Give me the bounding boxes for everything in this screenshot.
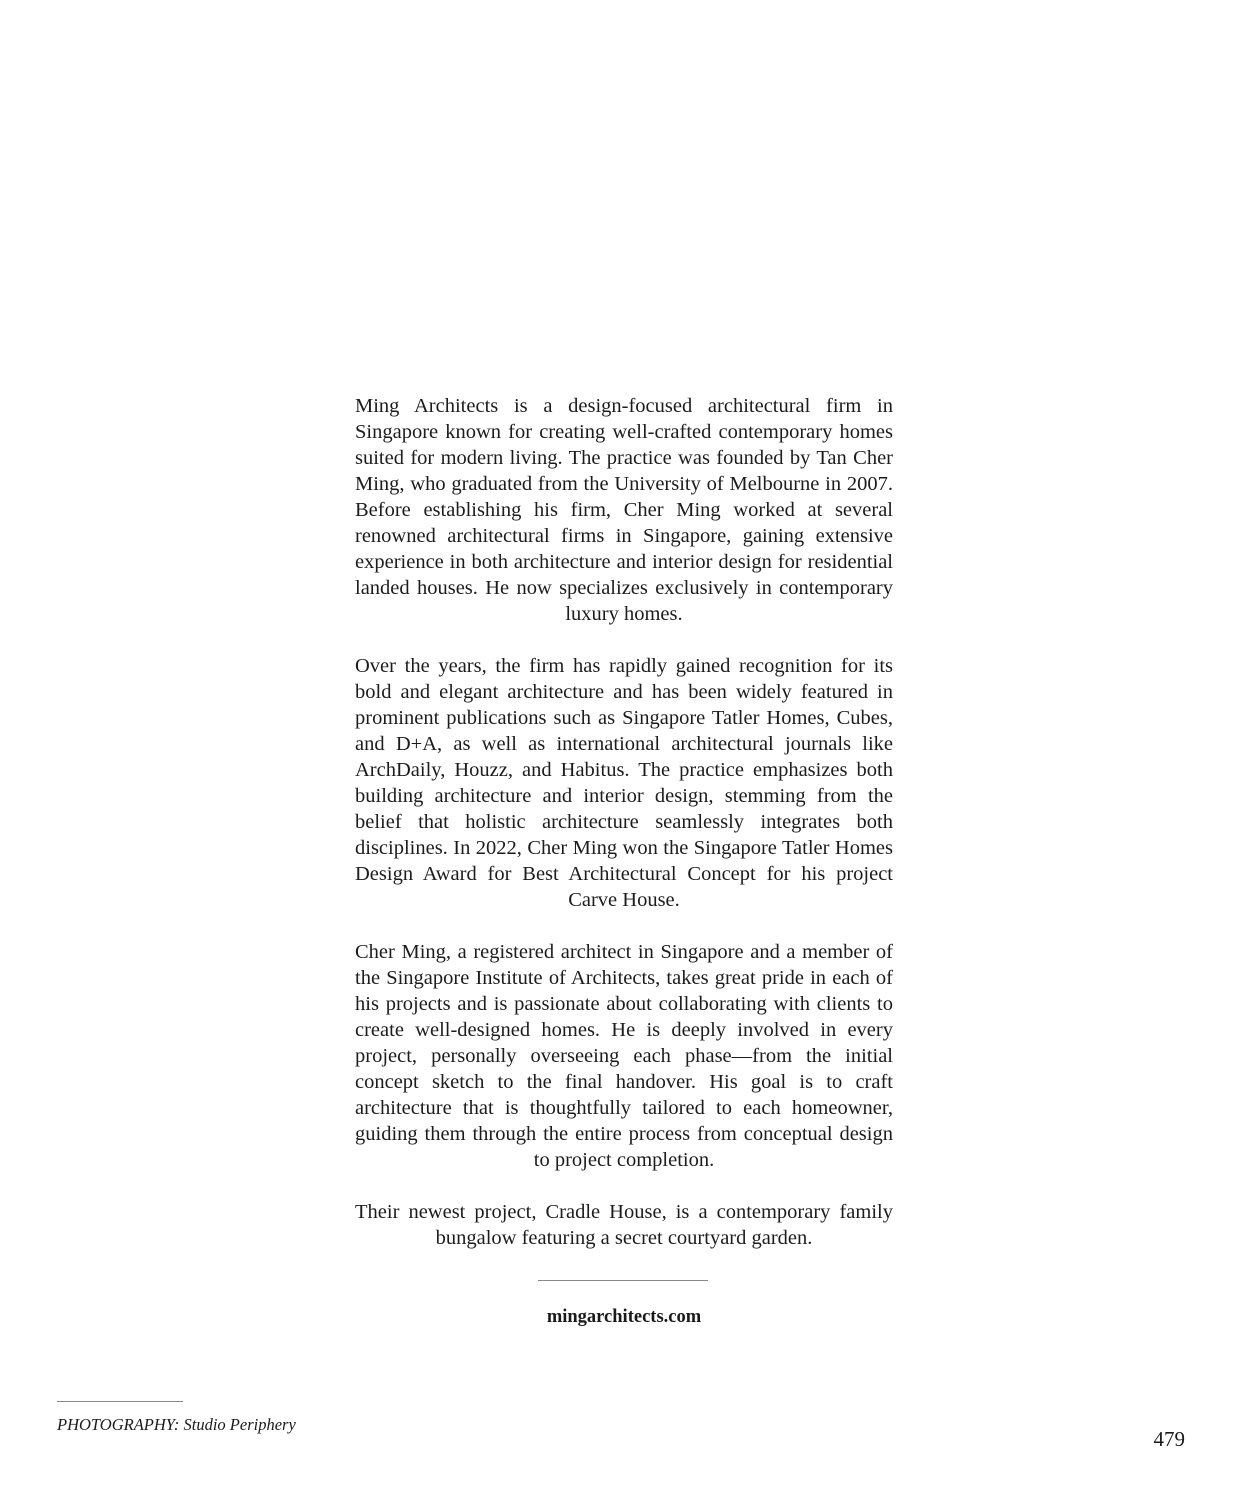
article-paragraph-4: Their newest project, Cradle House, is a contemporary family bungalow featuring a secret courtyard garden.	[355, 1201, 893, 1249]
page-number: 479	[1153, 1427, 1185, 1451]
section-divider	[538, 1280, 708, 1281]
article-paragraph-3: Cher Ming, a registered architect in Singapore and a member of the Singapore Institute of Architects, takes great pride in each of his projects and is passionate about collaborating with clients to create well-designed homes. He is deeply involved in every project, personally overseeing each phase—from the initial concept sketch to the final handover. His goal is to craft architecture that is thoughtfully tailored to each homeowner, guiding them through the entire process from conceptual design to project completion.	[355, 941, 893, 1171]
article-paragraph-1: Ming Architects is a design-focused architectural firm in Singapore known for creating well-crafted contemporary homes suited for modern living. The practice was founded by Tan Cher Ming, who graduated from the University of Melbourne in 2007. Before establishing his firm, Cher Ming worked at several renowned architectural firms in Singapore, gaining extensive experience in both architecture and interior design for residential landed houses. He now specializes exclusively in contemporary luxury homes.	[355, 395, 893, 625]
article-body	[355, 393, 893, 1277]
credit-divider	[57, 1401, 183, 1402]
website-url[interactable]: mingarchitects.com	[546, 1307, 702, 1327]
article-paragraph-2: Over the years, the firm has rapidly gained recognition for its bold and elegant architecture and has been widely featured in prominent publications such as Singapore Tatler Homes, Cubes, and D+A, as well as international architectural journals like ArchDaily, Houzz, and Habitus. The practice emphasizes both building architecture and interior design, stemming from the belief that holistic architecture seamlessly integrates both disciplines. In 2022, Cher Ming won the Singapore Tatler Homes Design Award for Best Architectural Concept for his project Carve House.	[355, 655, 893, 911]
photo-credit: PHOTOGRAPHY: Studio Periphery	[57, 1415, 296, 1434]
